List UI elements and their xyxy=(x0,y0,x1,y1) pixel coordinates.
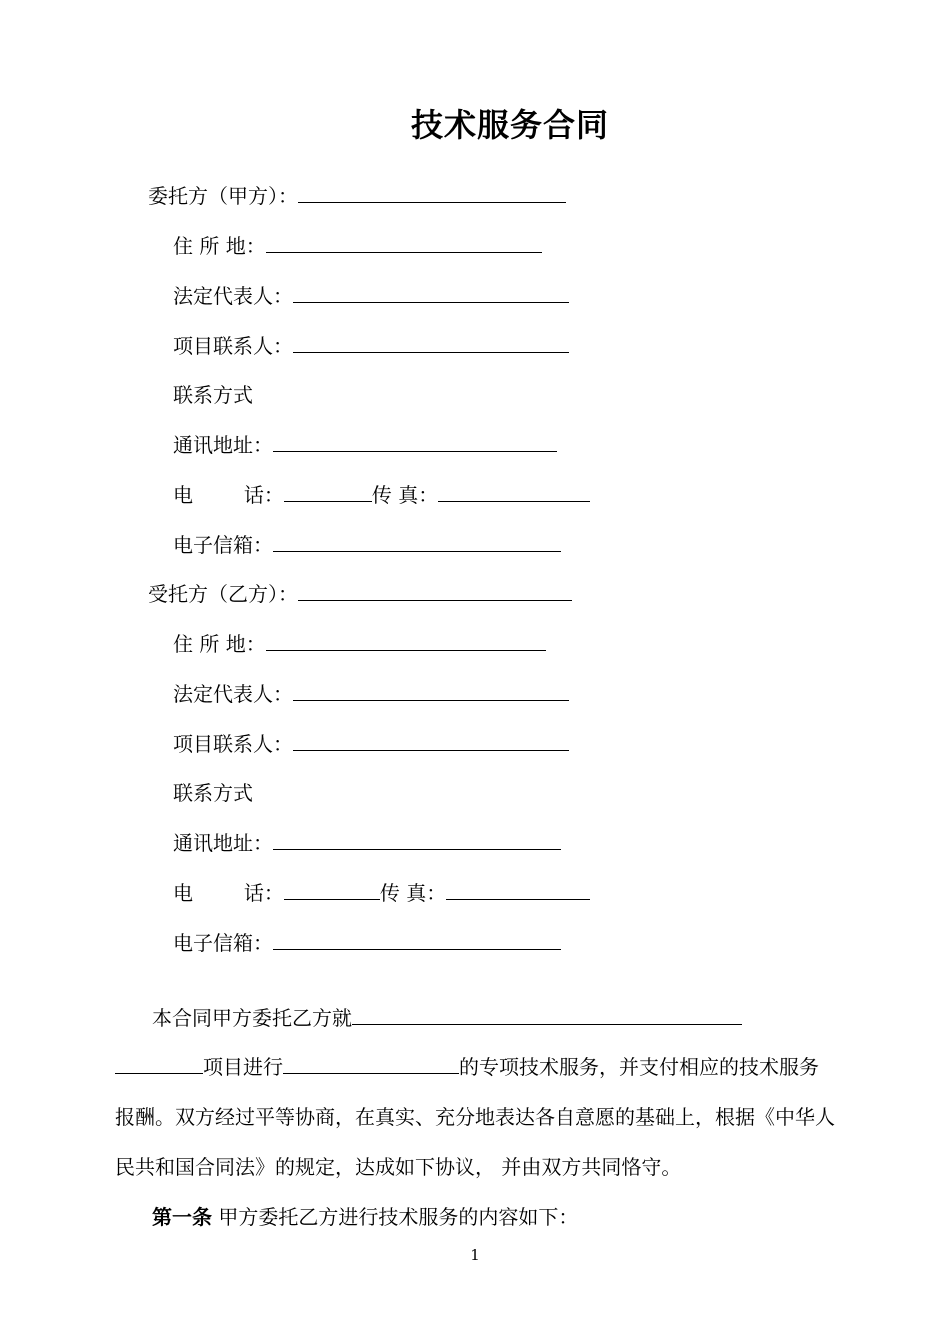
party-a-phone-row xyxy=(173,481,590,509)
party-a-contact-method: 联系方式 xyxy=(173,383,253,407)
party-a-phone-blank[interactable] xyxy=(284,481,372,502)
party-b-mail-label: 通讯地址： xyxy=(173,831,273,855)
project-name-blank[interactable] xyxy=(115,1053,203,1074)
body-line-1-text: 本合同甲方委托乙方就 xyxy=(152,1006,352,1030)
party-a-contact-row xyxy=(173,332,569,360)
party-b-mail-row xyxy=(173,829,561,857)
page-number: 1 xyxy=(470,1246,480,1264)
article-1 xyxy=(152,1203,877,1231)
party-a-contact-label: 项目联系人： xyxy=(173,334,293,358)
party-a-mail-blank[interactable] xyxy=(273,431,557,452)
party-b-email-label: 电子信箱： xyxy=(173,931,273,955)
party-b-contact-method: 联系方式 xyxy=(173,781,253,805)
page-title: 技术服务合同 xyxy=(410,106,609,144)
party-a-legal-rep-label: 法定代表人： xyxy=(173,284,293,308)
party-a-mail-label: 通讯地址： xyxy=(173,433,273,457)
party-a-address-row xyxy=(173,232,542,260)
party-b-phone-row xyxy=(173,879,590,907)
party-a-address-blank[interactable] xyxy=(266,232,542,253)
article-1-label: 第一条 xyxy=(152,1205,212,1229)
party-b-name-blank[interactable] xyxy=(298,580,572,601)
body-line-2-mid: 项目进行 xyxy=(203,1055,283,1079)
party-a-email-row xyxy=(173,531,561,559)
party-b-address-label: 住 所 地： xyxy=(173,632,266,656)
party-b-legal-rep-row xyxy=(173,680,569,708)
body-line-1 xyxy=(152,1004,877,1032)
party-b-phone-label: 电 话： xyxy=(173,881,284,905)
party-a-email-blank[interactable] xyxy=(273,531,561,552)
party-b-contact-row xyxy=(173,730,569,758)
party-a-legal-rep-row xyxy=(173,282,569,310)
body-line-3: 报酬。双方经过平等协商，在真实、充分地表达各自意愿的基础上，根据《中华人 xyxy=(115,1105,835,1129)
party-a-address-label: 住 所 地： xyxy=(173,234,266,258)
party-b-email-blank[interactable] xyxy=(273,929,561,950)
party-a-email-label: 电子信箱： xyxy=(173,533,273,557)
party-a-heading-row xyxy=(148,182,566,210)
body-line-2 xyxy=(115,1053,840,1081)
party-b-email-row xyxy=(173,929,561,957)
party-a-fax-label: 传 真： xyxy=(371,483,439,507)
party-a-contact-blank[interactable] xyxy=(293,332,569,353)
project-scope-blank[interactable] xyxy=(352,1004,742,1025)
service-type-blank[interactable] xyxy=(283,1053,459,1074)
party-b-contact-blank[interactable] xyxy=(293,730,569,751)
party-b-legal-rep-label: 法定代表人： xyxy=(173,682,293,706)
party-b-address-blank[interactable] xyxy=(266,630,546,651)
party-b-fax-label: 传 真： xyxy=(379,881,447,905)
party-a-name-blank[interactable] xyxy=(298,182,566,203)
body-line-2-suffix: 的专项技术服务，并支付相应的技术服务 xyxy=(459,1055,819,1079)
party-b-address-row xyxy=(173,630,546,658)
party-b-phone-blank[interactable] xyxy=(284,879,380,900)
party-b-legal-rep-blank[interactable] xyxy=(293,680,569,701)
party-a-mail-row xyxy=(173,431,557,459)
body-line-4: 民共和国合同法》的规定，达成如下协议， 并由双方共同恪守。 xyxy=(115,1155,682,1179)
party-a-legal-rep-blank[interactable] xyxy=(293,282,569,303)
party-b-heading: 受托方（乙方）： xyxy=(148,582,298,606)
party-b-heading-row xyxy=(148,580,572,608)
party-a-phone-label: 电 话： xyxy=(173,483,284,507)
party-a-heading: 委托方（甲方）： xyxy=(148,184,298,208)
party-b-mail-blank[interactable] xyxy=(273,829,561,850)
article-1-text: 甲方委托乙方进行技术服务的内容如下： xyxy=(212,1205,579,1229)
party-a-fax-blank[interactable] xyxy=(438,481,590,502)
party-b-contact-label: 项目联系人： xyxy=(173,732,293,756)
party-b-fax-blank[interactable] xyxy=(446,879,590,900)
